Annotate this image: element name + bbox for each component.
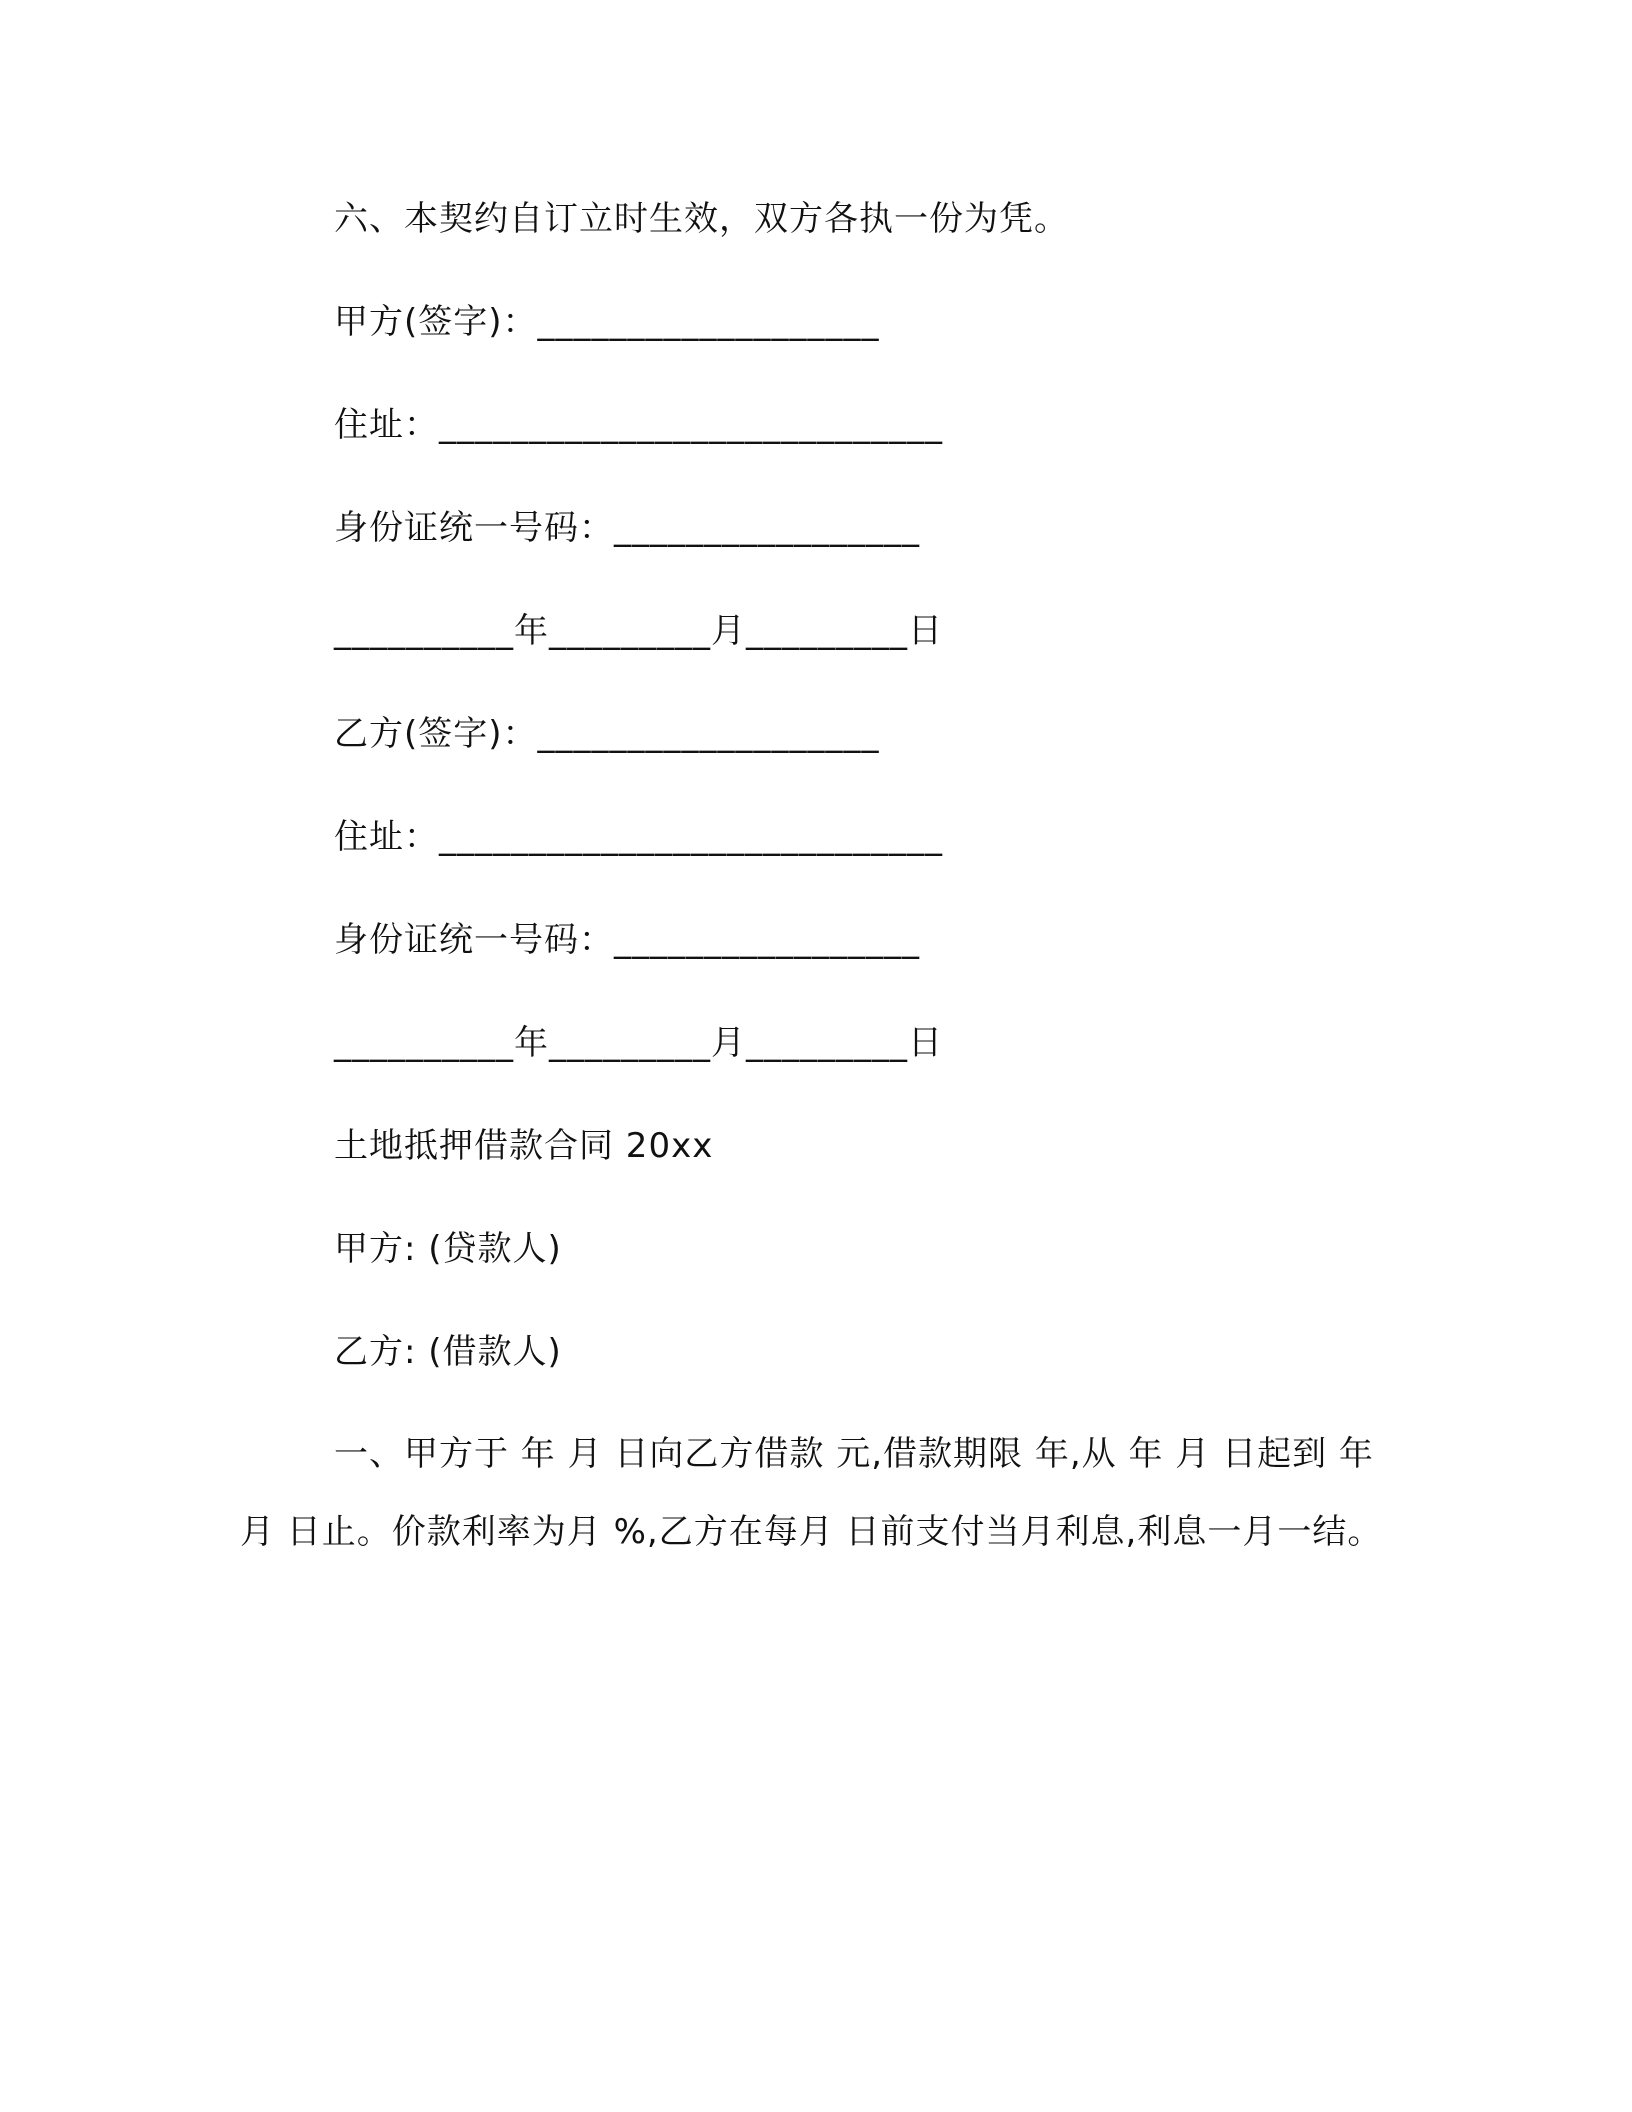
party-a-signature-line: 甲方(签字)：___________________ [334, 302, 880, 342]
party-b-signature-line: 乙方(签字)：___________________ [334, 714, 880, 754]
party-a-date-line: __________年_________月_________日 [334, 611, 943, 651]
party-a-id-line: 身份证统一号码：_________________ [334, 508, 920, 548]
borrower-line: 乙方: (借款人) [334, 1332, 562, 1372]
clause-one: 一、甲方于 年 月 日向乙方借款 元,借款期限 年,从 年 月 日起到 年 月 日止。价款利率为月 %,乙方在每月 日前支付当月利息,利息一月一结。 [240, 1434, 1383, 1552]
lender-line: 甲方: (贷款人) [334, 1229, 562, 1269]
contract-title: 土地抵押借款合同 20xx [334, 1126, 714, 1166]
party-b-address-line: 住址：____________________________ [334, 817, 943, 857]
party-b-id-line: 身份证统一号码：_________________ [334, 920, 920, 960]
party-b-date-line: __________年_________月_________日 [334, 1023, 943, 1063]
clause-six: 六、本契约自订立时生效，双方各执一份为凭。 [334, 199, 1069, 239]
party-a-address-line: 住址：____________________________ [334, 405, 943, 445]
